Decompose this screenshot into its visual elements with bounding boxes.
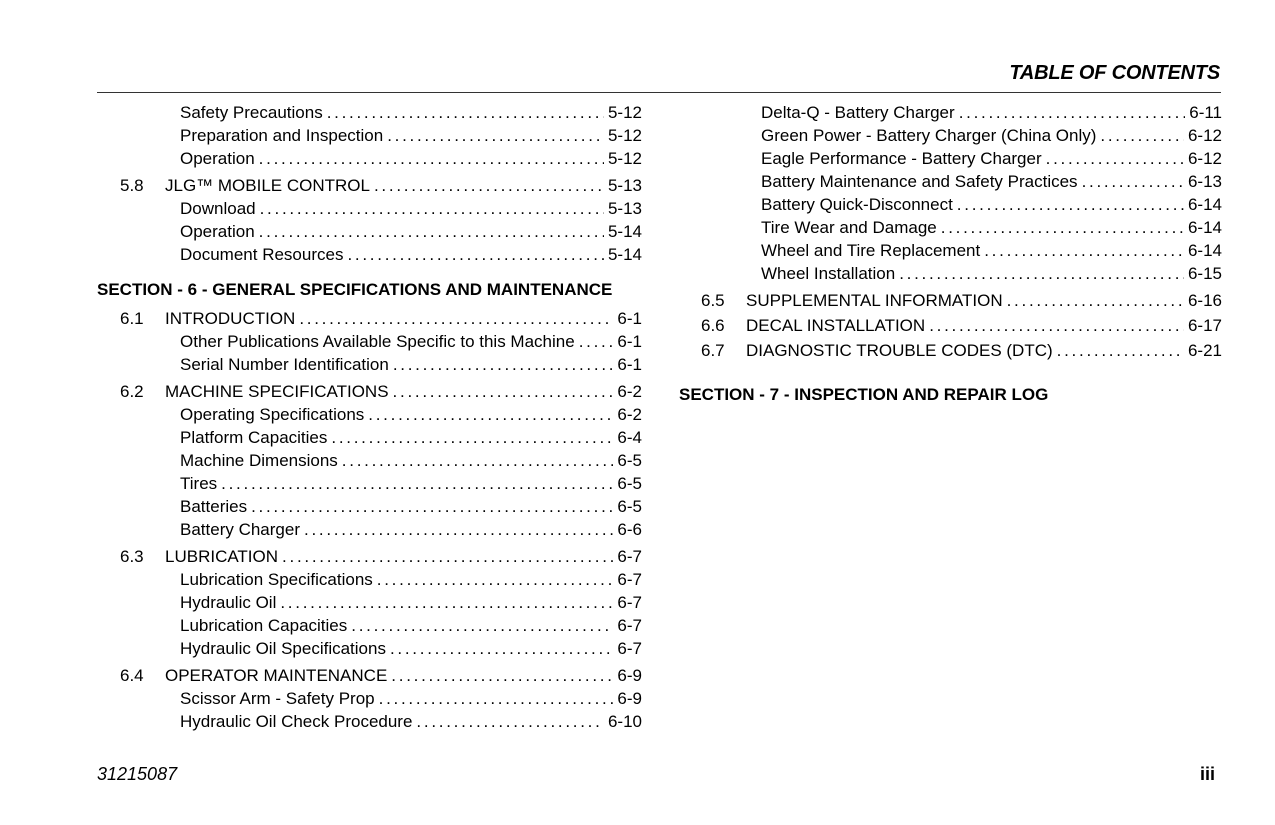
toc-section-6-1[interactable] <box>97 307 642 330</box>
leader-dots <box>280 591 613 614</box>
toc-section-6-7[interactable] <box>679 339 1222 362</box>
toc-entry[interactable] <box>97 687 642 710</box>
toc-entry-title: Batteries <box>180 497 248 516</box>
toc-entry-page: 5-12 <box>607 149 642 168</box>
toc-entry-title: JLG™ MOBILE CONTROL <box>165 176 370 195</box>
toc-entry-page: 6-7 <box>617 593 642 612</box>
toc-entry[interactable] <box>97 124 642 147</box>
toc-entry[interactable] <box>679 147 1222 170</box>
leader-dots <box>984 239 1184 262</box>
leader-dots <box>929 314 1184 337</box>
toc-entry-page: 6-21 <box>1187 341 1222 360</box>
toc-entry-page: 6-5 <box>617 451 642 470</box>
toc-entry-title: Wheel Installation <box>761 264 896 283</box>
leader-dots <box>259 220 604 243</box>
page-number: iii <box>1199 764 1215 784</box>
toc-entry[interactable] <box>97 568 642 591</box>
leader-dots <box>374 174 604 197</box>
toc-entry-title: Download <box>180 199 256 218</box>
toc-entry-title: Lubrication Capacities <box>180 616 348 635</box>
leader-dots <box>390 637 613 660</box>
toc-entry-title: Battery Maintenance and Safety Practices <box>761 172 1078 191</box>
leader-dots <box>899 262 1184 285</box>
toc-entry-title: SUPPLEMENTAL INFORMATION <box>746 291 1003 310</box>
toc-entry[interactable] <box>97 518 642 541</box>
toc-entry-number: 6.3 <box>120 547 144 566</box>
toc-entry[interactable] <box>679 239 1222 262</box>
toc-entry-page: 6-4 <box>617 428 642 447</box>
toc-section-6-4[interactable] <box>97 664 642 687</box>
toc-entry-page: 6-2 <box>617 382 642 401</box>
toc-entry[interactable] <box>679 262 1222 285</box>
leader-dots <box>941 216 1184 239</box>
leader-dots <box>351 614 613 637</box>
leader-dots <box>957 193 1184 216</box>
toc-entry-page: 6-5 <box>617 497 642 516</box>
leader-dots <box>282 545 613 568</box>
toc-entry-page: 6-16 <box>1187 291 1222 310</box>
toc-entry[interactable] <box>97 403 642 426</box>
toc-entry-page: 6-17 <box>1187 316 1222 335</box>
toc-entry-title: Tire Wear and Damage <box>761 218 937 237</box>
leader-dots <box>331 426 613 449</box>
toc-entry[interactable] <box>97 220 642 243</box>
toc-entry-title: Operation <box>180 222 255 241</box>
toc-entry-page: 6-14 <box>1187 195 1222 214</box>
toc-entry-page: 6-7 <box>617 639 642 658</box>
toc-entry-title: Serial Number Identification <box>180 355 389 374</box>
toc-entry-title: MACHINE SPECIFICATIONS <box>165 382 389 401</box>
leader-dots <box>299 307 613 330</box>
toc-entry-page: 6-12 <box>1187 126 1222 145</box>
toc-entry-page: 6-1 <box>617 332 642 351</box>
toc-entry[interactable] <box>97 449 642 472</box>
toc-entry-title: Green Power - Battery Charger (China Only) <box>761 126 1097 145</box>
toc-entry[interactable] <box>97 330 642 353</box>
toc-entry[interactable] <box>679 216 1222 239</box>
toc-entry-title: INTRODUCTION <box>165 309 296 328</box>
toc-entry-page: 6-14 <box>1187 218 1222 237</box>
toc-section-6-3[interactable] <box>97 545 642 568</box>
toc-entry-title: Battery Quick-Disconnect <box>761 195 953 214</box>
toc-section-6-2[interactable] <box>97 380 642 403</box>
section-7-heading[interactable]: SECTION - 7 - INSPECTION AND REPAIR LOG <box>679 385 1049 404</box>
toc-entry[interactable] <box>97 614 642 637</box>
toc-entry-page: 5-14 <box>607 222 642 241</box>
toc-entry[interactable] <box>97 243 642 266</box>
toc-section-6-5[interactable] <box>679 289 1222 312</box>
leader-dots <box>1007 289 1184 312</box>
toc-entry-page: 6-1 <box>617 309 642 328</box>
leader-dots <box>393 353 614 376</box>
toc-section-5-8[interactable] <box>97 174 642 197</box>
toc-entry-page: 6-7 <box>617 616 642 635</box>
leader-dots <box>259 147 604 170</box>
toc-entry[interactable] <box>679 170 1222 193</box>
toc-entry-page: 6-5 <box>617 474 642 493</box>
section-6-heading[interactable]: SECTION - 6 - GENERAL SPECIFICATIONS AND MAINTENANCE <box>97 280 613 299</box>
leader-dots <box>1046 147 1184 170</box>
toc-entry-title: Document Resources <box>180 245 344 264</box>
toc-entry-title: Battery Charger <box>180 520 300 539</box>
leader-dots <box>327 101 604 124</box>
toc-entry-page: 5-14 <box>607 245 642 264</box>
toc-entry-page: 6-2 <box>617 405 642 424</box>
leader-dots <box>1082 170 1184 193</box>
toc-entry-title: Delta-Q - Battery Charger <box>761 103 955 122</box>
toc-entry-title: Scissor Arm - Safety Prop <box>180 689 375 708</box>
toc-entry-page: 6-13 <box>1187 172 1222 191</box>
toc-entry[interactable] <box>97 472 642 495</box>
toc-right-column <box>679 101 1222 406</box>
toc-entry-title: Operating Specifications <box>180 405 365 424</box>
toc-entry-page: 6-10 <box>607 712 642 731</box>
toc-entry[interactable] <box>97 637 642 660</box>
toc-entry-title: Tires <box>180 474 218 493</box>
toc-entry-page: 6-14 <box>1187 241 1222 260</box>
leader-dots <box>304 518 613 541</box>
toc-entry-page: 6-12 <box>1187 149 1222 168</box>
toc-entry-page: 5-12 <box>607 103 642 122</box>
toc-entry-number: 6.7 <box>701 341 725 360</box>
toc-entry-page: 6-15 <box>1187 264 1222 283</box>
toc-entry-number: 6.2 <box>120 382 144 401</box>
toc-left-column <box>97 101 642 733</box>
toc-entry-title: Hydraulic Oil Check Procedure <box>180 712 413 731</box>
toc-entry-title: Wheel and Tire Replacement <box>761 241 981 260</box>
toc-entry-page: 5-13 <box>607 176 642 195</box>
leader-dots <box>959 101 1186 124</box>
toc-entry-title: Hydraulic Oil Specifications <box>180 639 386 658</box>
toc-entry[interactable] <box>97 353 642 376</box>
leader-dots <box>342 449 614 472</box>
toc-entry-title: Safety Precautions <box>180 103 323 122</box>
leader-dots <box>1100 124 1184 147</box>
leader-dots <box>393 380 614 403</box>
toc-entry-page: 6-9 <box>617 689 642 708</box>
toc-entry-page: 5-12 <box>607 126 642 145</box>
document-number: 31215087 <box>97 764 178 784</box>
toc-entry[interactable] <box>97 101 642 124</box>
leader-dots <box>387 124 604 147</box>
leader-dots <box>368 403 613 426</box>
toc-entry[interactable] <box>97 495 642 518</box>
toc-entry-number: 6.4 <box>120 666 144 685</box>
leader-dots <box>379 687 614 710</box>
toc-entry[interactable] <box>97 426 642 449</box>
toc-entry-page: 5-13 <box>607 199 642 218</box>
toc-entry-title: Preparation and Inspection <box>180 126 384 145</box>
toc-entry[interactable] <box>679 101 1222 124</box>
leader-dots <box>391 664 613 687</box>
toc-entry-page: 6-9 <box>617 666 642 685</box>
leader-dots <box>260 197 604 220</box>
toc-entry[interactable] <box>97 147 642 170</box>
toc-entry-page: 6-7 <box>617 547 642 566</box>
page-header-title: TABLE OF CONTENTS <box>1009 62 1220 84</box>
leader-dots <box>416 710 604 733</box>
toc-entry-number: 6.1 <box>120 309 144 328</box>
toc-section-6-6[interactable] <box>679 314 1222 337</box>
toc-entry-title: DECAL INSTALLATION <box>746 316 926 335</box>
toc-entry-page: 6-6 <box>617 520 642 539</box>
toc-entry[interactable] <box>97 710 642 733</box>
toc-entry-title: OPERATOR MAINTENANCE <box>165 666 388 685</box>
toc-entry-title: Eagle Performance - Battery Charger <box>761 149 1042 168</box>
toc-entry[interactable] <box>97 197 642 220</box>
toc-entry-title: DIAGNOSTIC TROUBLE CODES (DTC) <box>746 341 1053 360</box>
leader-dots <box>377 568 614 591</box>
toc-entry-page: 6-7 <box>617 570 642 589</box>
leader-dots <box>221 472 613 495</box>
leader-dots <box>579 330 614 353</box>
toc-entry[interactable] <box>679 124 1222 147</box>
header-divider <box>97 92 1221 93</box>
toc-entry-number: 5.8 <box>120 176 144 195</box>
toc-entry-page: 6-11 <box>1189 103 1222 122</box>
toc-entry-page: 6-1 <box>617 355 642 374</box>
toc-entry-title: Platform Capacities <box>180 428 328 447</box>
toc-entry-title: Other Publications Available Specific to this Machine <box>180 332 575 351</box>
leader-dots <box>347 243 604 266</box>
toc-entry[interactable] <box>679 193 1222 216</box>
toc-entry[interactable] <box>97 591 642 614</box>
toc-entry-number: 6.6 <box>701 316 725 335</box>
leader-dots <box>1057 339 1184 362</box>
toc-entry-title: Hydraulic Oil <box>180 593 277 612</box>
leader-dots <box>251 495 613 518</box>
toc-entry-title: Operation <box>180 149 255 168</box>
toc-entry-title: LUBRICATION <box>165 547 279 566</box>
toc-entry-number: 6.5 <box>701 291 725 310</box>
toc-entry-title: Lubrication Specifications <box>180 570 373 589</box>
toc-entry-title: Machine Dimensions <box>180 451 338 470</box>
